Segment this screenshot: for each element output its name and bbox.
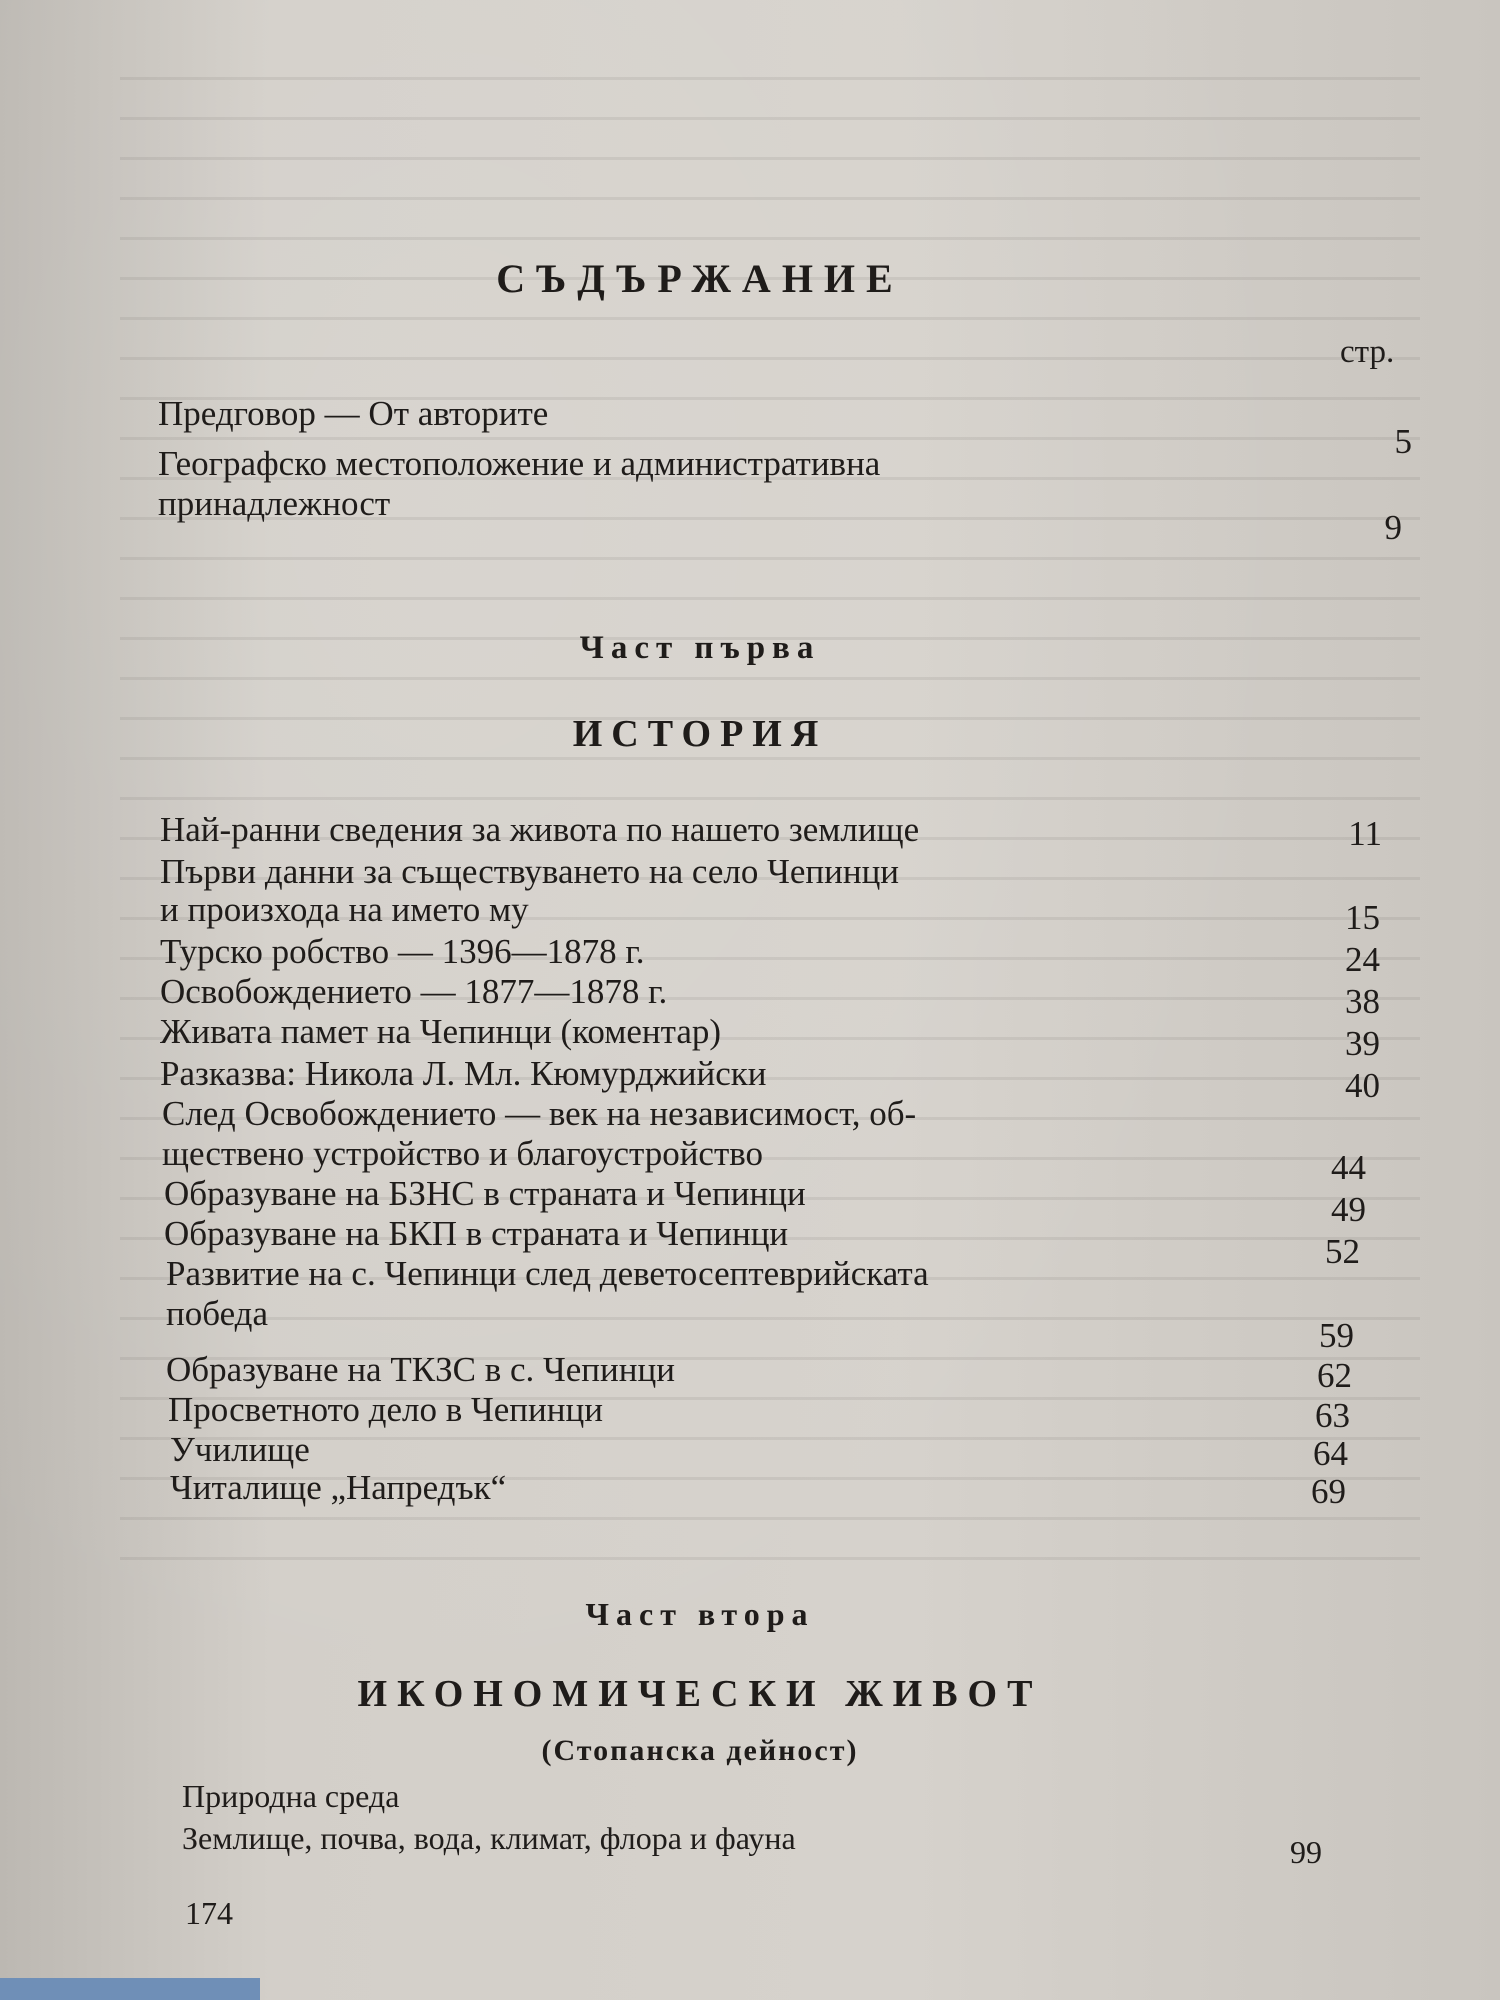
toc-entry-geography-line2: принадлежност	[158, 484, 391, 523]
toc-entry: Живата памет на Чепинци (коментар)	[160, 1012, 722, 1051]
part-two-section-title: ИКОНОМИЧЕСКИ ЖИВОТ	[357, 1673, 1043, 1715]
part-two-section-subtitle: (Стопанска дейност)	[541, 1734, 859, 1767]
toc-entry: Землище, почва, вода, климат, флора и фауна	[182, 1820, 796, 1856]
toc-entry: Разказва: Никола Л. Мл. Кюмурджийски	[160, 1054, 767, 1093]
toc-page: 64	[1313, 1434, 1348, 1473]
toc-page: 99	[1290, 1834, 1322, 1870]
toc-page: 52	[1325, 1232, 1360, 1271]
toc-entry-preface: Предговор — От авторите	[158, 394, 549, 433]
desk-edge	[0, 1978, 260, 2000]
toc-page: 44	[1331, 1148, 1366, 1187]
toc-entry: Първи данни за съществуването на село Чепинци	[160, 852, 900, 891]
toc-page: 69	[1311, 1472, 1346, 1511]
toc-entry: ществено устройство и благоустройство	[162, 1134, 764, 1173]
toc-entry: Образуване на ТКЗС в с. Чепинци	[166, 1350, 675, 1389]
toc-entry: Училище	[170, 1430, 310, 1469]
toc-entry: Развитие на с. Чепинци след деветосептеврийската	[166, 1254, 929, 1293]
toc-entry: Най-ранни сведения за живота по нашето землище	[160, 810, 920, 849]
toc-entry: Турско робство — 1396—1878 г.	[160, 932, 645, 971]
toc-page: 39	[1345, 1024, 1380, 1063]
toc-page: 24	[1345, 940, 1380, 979]
toc-entry: победа	[166, 1294, 268, 1333]
toc-page: 63	[1315, 1396, 1350, 1435]
toc-entry: Природна среда	[182, 1778, 400, 1814]
toc-page: 62	[1317, 1356, 1352, 1395]
toc-entry: След Освобождението — век на независимост, об-	[162, 1094, 917, 1133]
toc-page: 11	[1348, 814, 1382, 853]
toc-entry: и произхода на името му	[160, 890, 529, 929]
toc-entry: Просветното дело в Чепинци	[168, 1390, 603, 1429]
toc-entry: Читалище „Напредък“	[170, 1468, 507, 1507]
part-one-label: Част първа	[579, 630, 821, 666]
toc-page: 59	[1319, 1316, 1354, 1355]
toc-page: 49	[1331, 1190, 1366, 1229]
toc-entry: Освобождението — 1877—1878 г.	[160, 972, 668, 1011]
part-one-section-title: ИСТОРИЯ	[572, 713, 828, 755]
toc-page-preface: 5	[1394, 422, 1412, 461]
toc-page-geography: 9	[1384, 508, 1402, 547]
toc-page: 15	[1345, 898, 1380, 937]
page-column-label: стр.	[1340, 334, 1395, 370]
contents-title: СЪДЪРЖАНИЕ	[496, 256, 904, 301]
part-two-label: Част втора	[585, 1596, 815, 1632]
toc-entry: Образуване на БЗНС в страната и Чепинци	[164, 1174, 806, 1213]
toc-entry-geography-line1: Географско местоположение и административна	[158, 444, 881, 483]
toc-page: 40	[1345, 1066, 1380, 1105]
page-number: 174	[185, 1895, 233, 1931]
toc-entry: Образуване на БКП в страната и Чепинци	[164, 1214, 789, 1253]
toc-page: 38	[1345, 982, 1380, 1021]
